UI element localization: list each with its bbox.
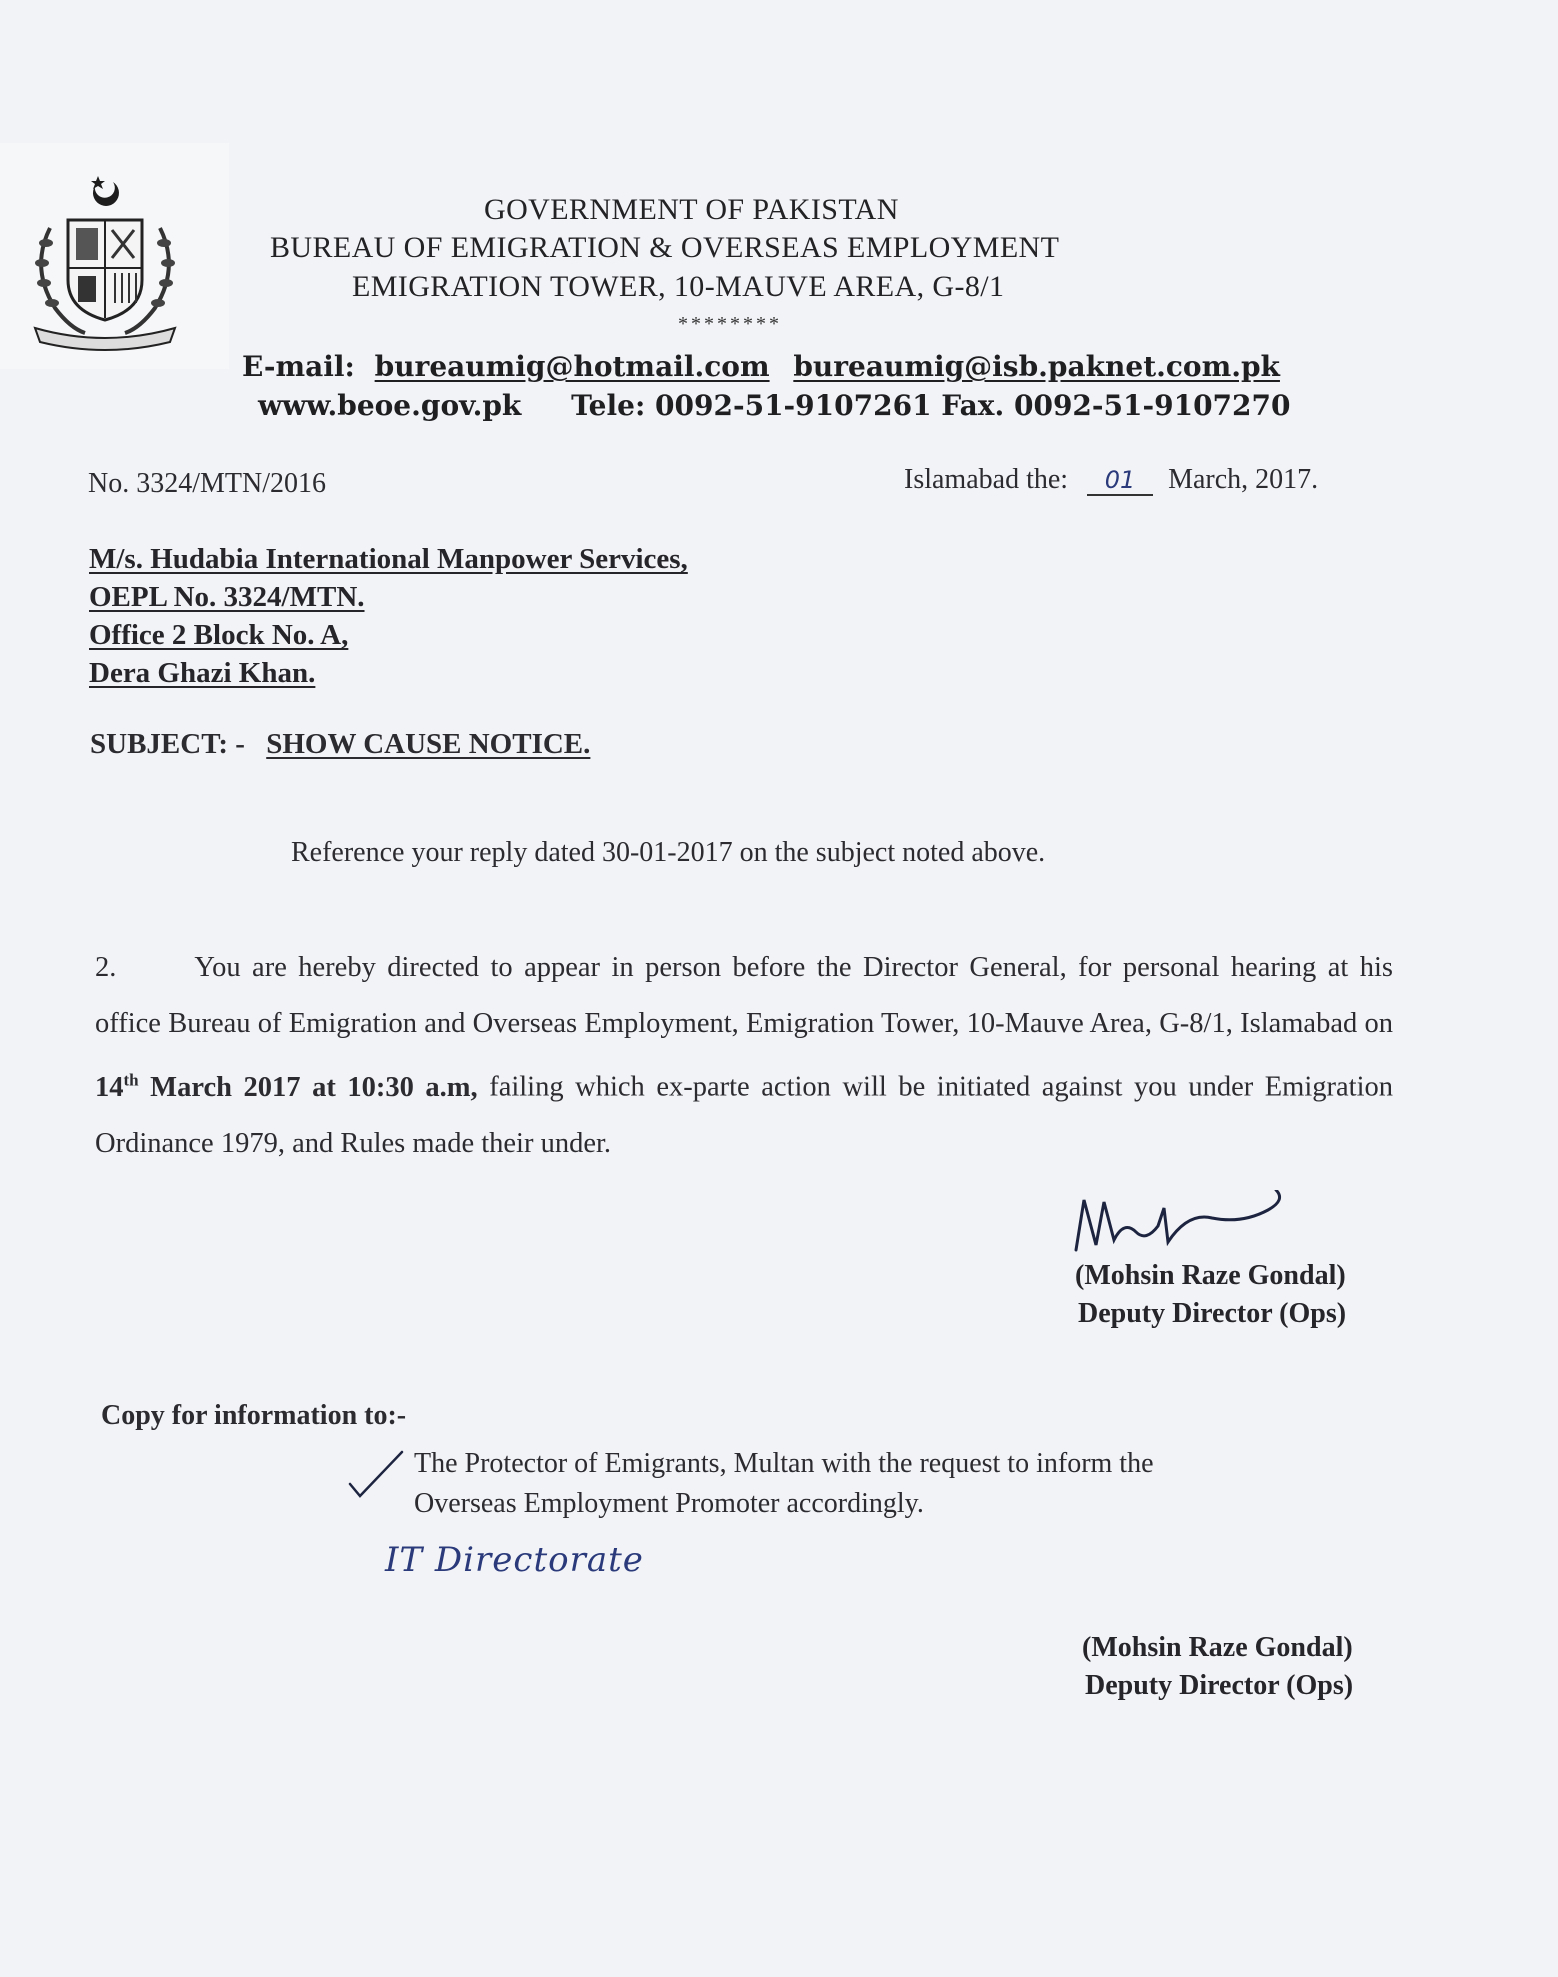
date-day-handwritten: 01 xyxy=(1087,466,1153,496)
signatory-name: (Mohsin Raze Gondal) xyxy=(1075,1260,1346,1291)
tele-fax: Tele: 0092-51-9107261 Fax. 0092-51-9107270 xyxy=(571,389,1291,422)
letter-date xyxy=(904,464,1318,496)
signatory-title: Deputy Director (Ops) xyxy=(1078,1298,1347,1329)
state-emblem-icon xyxy=(20,168,190,358)
email-line xyxy=(242,350,1280,383)
reference-number: No. 3324/MTN/2016 xyxy=(88,468,326,499)
website-link[interactable]: www.beoe.gov.pk xyxy=(258,389,522,422)
addressee-line-2: OEPL No. 3324/MTN. xyxy=(89,581,365,613)
paragraph-text-1: You are hereby directed to appear in person before the Director General, for personal hearing at his office Bureau of Emigration and Overseas Employment, Emigration Tower, 10-Mauve Area, G-8/1, Islamabad on xyxy=(95,952,1393,1039)
header-line-3: EMIGRATION TOWER, 10-MAUVE AREA, G-8/1 xyxy=(352,270,1005,303)
copy-heading: Copy for information to:- xyxy=(101,1400,407,1431)
subject-label: SUBJECT: - xyxy=(90,728,245,760)
website-line xyxy=(258,389,1291,422)
header-line-2: BUREAU OF EMIGRATION & OVERSEAS EMPLOYMENT xyxy=(270,231,1060,264)
hearing-date xyxy=(95,1072,478,1103)
header-separator: ******** xyxy=(678,313,782,335)
paragraph-2 xyxy=(95,940,1393,1172)
header-line-1: GOVERNMENT OF PAKISTAN xyxy=(484,193,899,226)
tick-mark-icon xyxy=(346,1450,406,1500)
addressee-line-3: Office 2 Block No. A, xyxy=(89,619,349,651)
hearing-date-rest: March 2017 at 10:30 a.m, xyxy=(138,1071,478,1103)
addressee-line-4: Dera Ghazi Khan. xyxy=(89,657,316,689)
subject-line xyxy=(90,728,590,761)
hearing-day-suffix: th xyxy=(123,1070,139,1089)
signatory-title-2: Deputy Director (Ops) xyxy=(1085,1670,1354,1701)
reference-text: Reference your reply dated 30-01-2017 on the subject noted above. xyxy=(291,837,1046,868)
hearing-day: 14 xyxy=(95,1071,124,1103)
copy-item-line-1: The Protector of Emigrants, Multan with the request to inform the xyxy=(414,1448,1154,1479)
date-suffix: March, 2017. xyxy=(1168,464,1319,495)
email-label: E-mail: xyxy=(242,350,355,383)
paragraph-text-2: failing which ex-parte action will be initiated against you under Emigration Ordinance 1979, and Rules made their under. xyxy=(95,1071,1393,1159)
paragraph-number: 2. xyxy=(95,952,117,983)
handwritten-note: IT Directorate xyxy=(385,1540,644,1580)
signature-scribble xyxy=(1068,1190,1308,1270)
date-prefix: Islamabad the: xyxy=(904,464,1069,495)
email-link-1[interactable]: bureaumig@hotmail.com xyxy=(374,350,770,383)
subject-text: SHOW CAUSE NOTICE. xyxy=(266,728,591,760)
signatory-name-2: (Mohsin Raze Gondal) xyxy=(1082,1632,1353,1663)
copy-item-line-2: Overseas Employment Promoter accordingly. xyxy=(414,1488,924,1519)
email-link-2[interactable]: bureaumig@isb.paknet.com.pk xyxy=(793,350,1280,383)
addressee-line-1: M/s. Hudabia International Manpower Services, xyxy=(89,543,688,575)
emblem-area xyxy=(0,143,229,369)
